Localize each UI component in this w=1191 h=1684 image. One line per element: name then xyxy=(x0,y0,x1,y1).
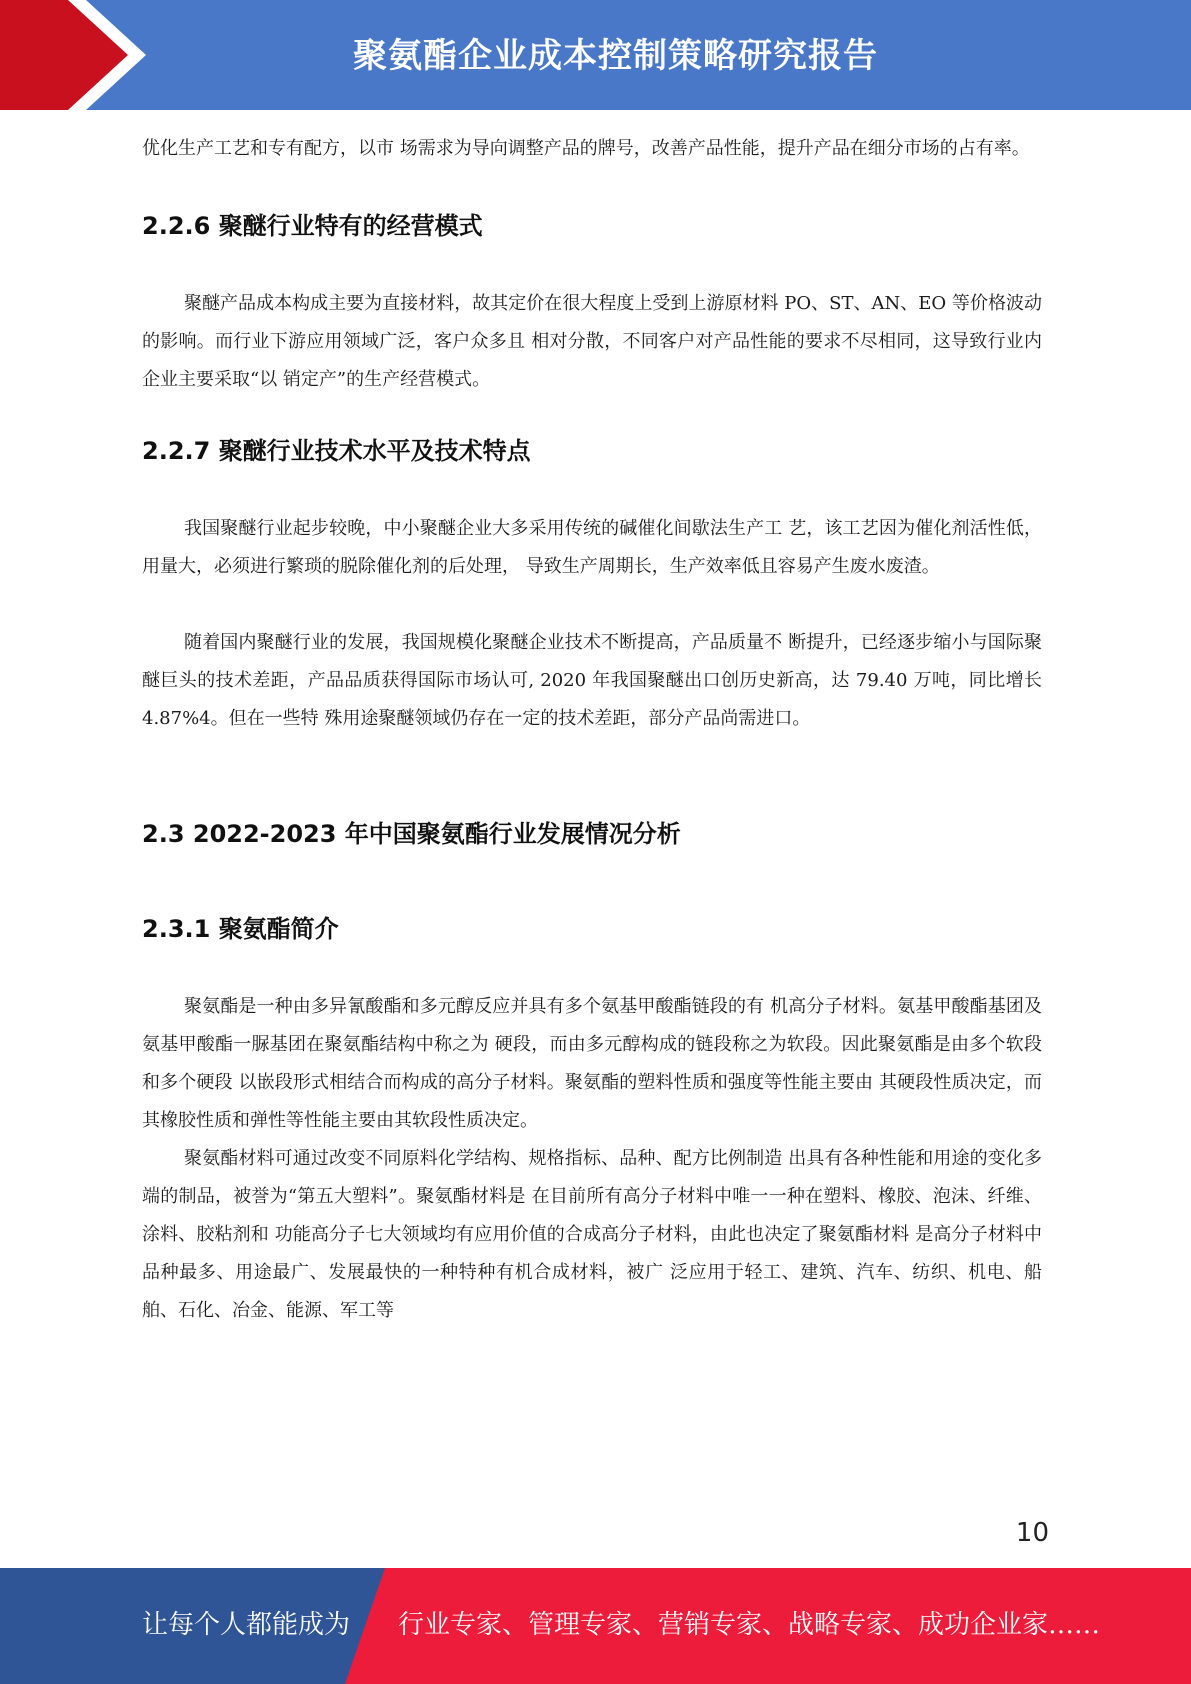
paragraph-2-2-7-a: 我国聚醚行业起步较晚，中小聚醚企业大多采用传统的碱催化间歇法生产工 艺，该工艺因为催化剂活性低，用量大，必须进行繁琐的脱除催化剂的后处理， 导致生产周期长，生产效率低且容易产生废水废渣。 xyxy=(142,518,1042,577)
paragraph-2-2-6: 聚醚产品成本构成主要为直接材料，故其定价在很大程度上受到上游原材料 PO、ST、AN、EO 等价格波动的影响。而行业下游应用领域广泛，客户众多且 相对分散，不同客户对产品性能的要求不尽相同，这导致行业内企业主要采取“以 销定产”的生产经营模式。 xyxy=(142,293,1042,390)
heading-2-2-6: 2.2.6 聚醚行业特有的经营模式 xyxy=(142,212,483,240)
page-footer xyxy=(0,1568,1191,1684)
paragraph-2-2-7-b: 随着国内聚醚行业的发展，我国规模化聚醚企业技术不断提高，产品质量不 断提升，已经逐步缩小与国际聚醚巨头的技术差距，产品品质获得国际市场认可, 2020 年我国聚醚出口创历史新高，达 79.40 万吨，同比增长 4.87%4。但在一些特 殊用途聚醚领域仍存在一定的技术差距，部分产品尚需进口。 xyxy=(142,632,1042,729)
report-title: 聚氨酯企业成本控制策略研究报告 xyxy=(353,36,878,76)
heading-2-3: 2.3 2022-2023 年中国聚氨酯行业发展情况分析 xyxy=(142,820,681,848)
paragraph-intro: 优化生产工艺和专有配方，以市 场需求为导向调整产品的牌号，改善产品性能，提升产品在细分市场的占有率。 xyxy=(142,138,1030,159)
footer-slogan-left: 让每个人都能成为 xyxy=(142,1610,351,1640)
page-header xyxy=(0,0,1191,110)
heading-2-2-7: 2.2.7 聚醚行业技术水平及技术特点 xyxy=(142,437,531,465)
paragraph-2-3-1-a: 聚氨酯是一种由多异氰酸酯和多元醇反应并具有多个氨基甲酸酯链段的有 机高分子材料。氨基甲酸酯基团及氨基甲酸酯一脲基团在聚氨酯结构中称之为 硬段，而由多元醇构成的链段称之为软段。因此聚氨酯是由多个软段和多个硬段 以嵌段形式相结合而构成的高分子材料。聚氨酯的塑料性质和强度等性能主要由 其硬段性质决定，而其橡胶性质和弹性等性能主要由其软段性质决定。 xyxy=(142,996,1042,1131)
paragraph-2-3-1-b: 聚氨酯材料可通过改变不同原料化学结构、规格指标、品种、配方比例制造 出具有各种性能和用途的变化多端的制品，被誉为“第五大塑料”。聚氨酯材料是 在目前所有高分子材料中唯一一种在塑料、橡胶、泡沫、纤维、涂料、胶粘剂和 功能高分子七大领域均有应用价值的合成高分子材料，由此也决定了聚氨酯材料 是高分子材料中品种最多、用途最广、发展最快的一种特种有机合成材料，被广 泛应用于轻工、建筑、汽车、纺织、机电、船舶、石化、冶金、能源、军工等 xyxy=(142,1148,1042,1321)
heading-2-3-1: 2.3.1 聚氨酯简介 xyxy=(142,915,339,943)
page-content xyxy=(142,130,1042,1330)
page-number: 10 xyxy=(1015,1518,1049,1548)
footer-slogan-right: 行业专家、管理专家、营销专家、战略专家、成功企业家…… xyxy=(398,1610,1101,1640)
